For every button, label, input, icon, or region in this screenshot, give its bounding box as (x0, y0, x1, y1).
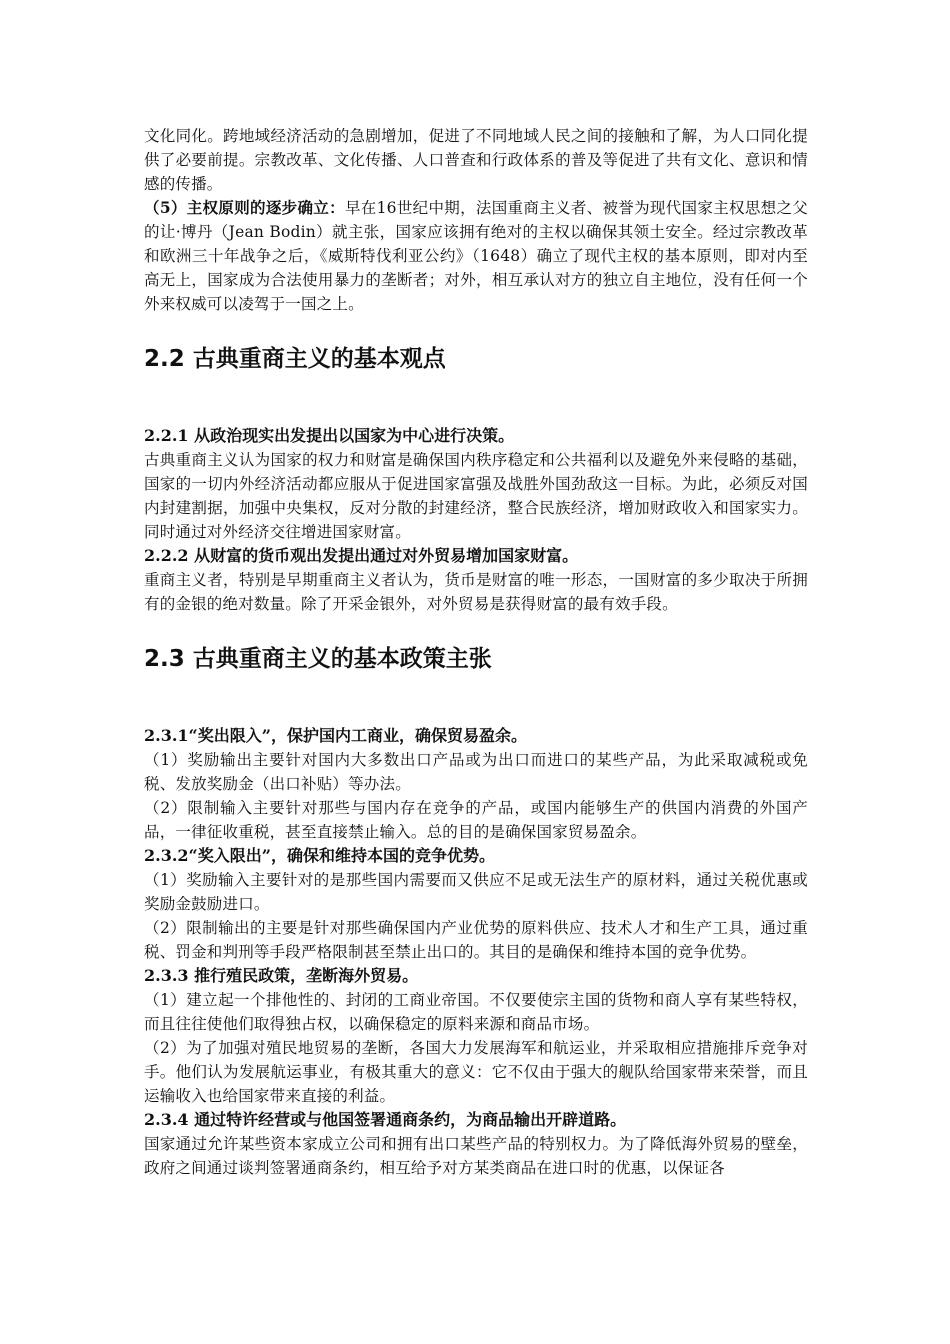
paragraph-2-3-2-a: （1）奖励输入主要针对的是那些国内需要而又供应不足或无法生产的原材料，通过关税优惠或奖励金鼓励进口。 (144, 871, 808, 913)
paragraph-2-3-1-a: （1）奖励输出主要针对国内大多数出口产品或为出口而进口的某些产品，为此采取减税或免税、发放奖励金（出口补贴）等办法。 (144, 751, 808, 793)
subheading-2-3-4: 2.3.4 通过特许经营或与他国签署通商条约，为商品输出开辟道路。 (144, 1110, 627, 1129)
sovereignty-text: 早在16世纪中期，法国重商主义者、被誉为现代国家主权思想之父的让·博丹（Jean Bodin）就主张，国家应该拥有绝对的主权以确保其领土安全。经过宗教改革和欧洲三十年战争之后，《威斯特伐利亚公约》（1648）确立了现代主权的基本原则，即对内至高无上，国家成为合法使用暴力的垄断者；对外，相互承认对方的独立自主地位，没有任何一个外来权威可以凌驾于一国之上。 (144, 199, 808, 313)
paragraph-2-3-2-b: （2）限制输出的主要是针对那些确保国内产业优势的原料供应、技术人才和生产工具，通过重税、罚金和判刑等手段严格限制甚至禁止出口的。其目的是确保和维持本国的竞争优势。 (144, 919, 808, 961)
section-heading-2-3: 2.3 古典重商主义的基本政策主张 (144, 646, 492, 672)
document-page (144, 124, 808, 1180)
subheading-2-2-1: 2.2.1 从政治现实出发提出以国家为中心进行决策。 (144, 426, 515, 445)
sovereignty-lead: （5）主权原则的逐步确立： (144, 198, 345, 217)
subheading-2-3-3: 2.3.3 推行殖民政策，垄断海外贸易。 (144, 966, 419, 985)
paragraph-2-3-3-b: （2）为了加强对殖民地贸易的垄断，各国大力发展海军和航运业，并采取相应措施排斥竞争对手。他们认为发展航运事业，有极其重大的意义：它不仅由于强大的舰队给国家带来荣誉，而且运输收入也给国家带来直接的利益。 (144, 1039, 808, 1105)
subheading-2-3-1: 2.3.1“奖出限入”，保护国内工商业，确保贸易盈余。 (144, 726, 527, 745)
paragraph-2-2-1: 古典重商主义认为国家的权力和财富是确保国内秩序稳定和公共福利以及避免外来侵略的基础，国家的一切内外经济活动都应服从于促进国家富强及战胜外国劲敌这一目标。为此，必须反对国内封建割据，加强中央集权，反对分散的封建经济，整合民族经济，增加财政收入和国家实力。同时通过对外经济交往增进国家财富。 (144, 451, 808, 541)
paragraph-2-2-2: 重商主义者，特别是早期重商主义者认为，货币是财富的唯一形态，一国财富的多少取决于所拥有的金银的绝对数量。除了开采金银外，对外贸易是获得财富的最有效手段。 (144, 571, 808, 613)
section-heading-2-2: 2.2 古典重商主义的基本观点 (144, 346, 446, 372)
intro-paragraph: 文化同化。跨地域经济活动的急剧增加，促进了不同地域人民之间的接触和了解，为人口同化提供了必要前提。宗教改革、文化传播、人口普查和行政体系的普及等促进了共有文化、意识和情感的传播。 (144, 127, 808, 193)
paragraph-2-3-4: 国家通过允许某些资本家成立公司和拥有出口某些产品的特别权力。为了降低海外贸易的壁垒，政府之间通过谈判签署通商条约，相互给予对方某类商品在进口时的优惠，以保证各 (144, 1135, 808, 1177)
paragraph-2-3-3-a: （1）建立起一个排他性的、封闭的工商业帝国。不仅要使宗主国的货物和商人享有某些特权，而且往往使他们取得独占权，以确保稳定的原料来源和商品市场。 (144, 991, 808, 1033)
subheading-2-2-2: 2.2.2 从财富的货币观出发提出通过对外贸易增加国家财富。 (144, 546, 579, 565)
sovereignty-paragraph (144, 196, 808, 316)
subheading-2-3-2: 2.3.2“奖入限出”，确保和维持本国的竞争优势。 (144, 846, 495, 865)
paragraph-2-3-1-b: （2）限制输入主要针对那些与国内存在竞争的产品，或国内能够生产的供国内消费的外国产品，一律征收重税，甚至直接禁止输入。总的目的是确保国家贸易盈余。 (144, 799, 808, 841)
